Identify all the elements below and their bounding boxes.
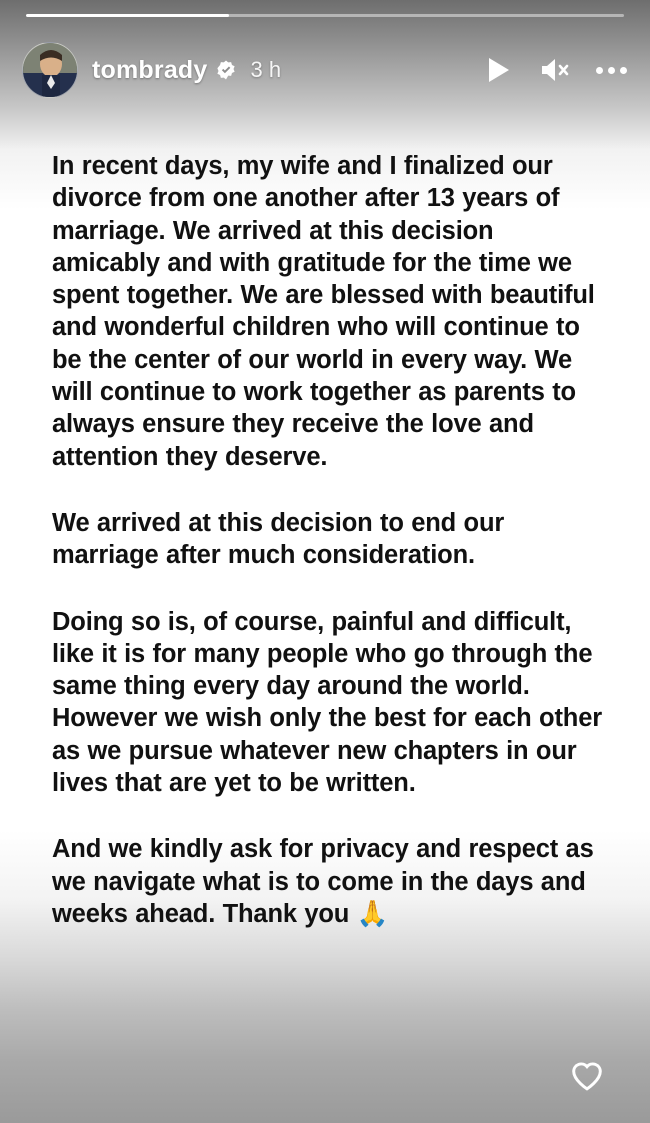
story-paragraph: In recent days, my wife and I finalized our divorce from one another after 13 years of marriage. We arrived at this decision amicably and with gratitude for the time we spent together. We are blessed with beautiful and wonderful children who will continue to be the center of our world in every way. We will continue to work together as parents to always ensure they receive the love and attention they deserve. (52, 152, 595, 471)
story-username[interactable]: tombrady (92, 55, 208, 84)
story-timestamp: 3 h (250, 57, 282, 82)
story-progress-track[interactable] (26, 14, 624, 17)
play-icon[interactable] (482, 53, 516, 87)
more-options-icon[interactable] (594, 53, 628, 87)
story-header (22, 40, 628, 100)
heart-icon[interactable] (566, 1053, 608, 1095)
avatar[interactable] (22, 42, 78, 98)
story-paragraph: And we kindly ask for privacy and respect as we navigate what is to come in the days and weeks ahead. Thank you 🙏 (52, 835, 594, 928)
verified-badge-icon (215, 59, 237, 81)
more-options-dots (596, 67, 627, 74)
story-progress-bar[interactable] (26, 14, 624, 17)
story-paragraph: Doing so is, of course, painful and difficult, like it is for many people who go through the same thing every day around the world. However we wish only the best for each other as we pursue whatever new chapters in our lives that are yet to be written. (52, 607, 603, 798)
story-paragraph: We arrived at this decision to end our marriage after much consideration. (52, 508, 505, 570)
story-progress-fill (26, 14, 229, 17)
story-text-content (52, 150, 606, 930)
speaker-muted-icon[interactable] (538, 53, 572, 87)
